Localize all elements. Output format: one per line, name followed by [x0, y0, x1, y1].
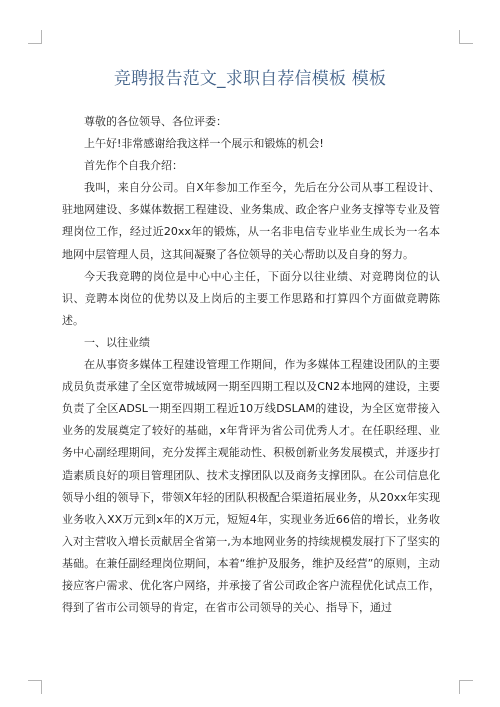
- past-performance-paragraph: 在从事资多媒体工程建设管理工作期间，作为多媒体工程建设团队的主要成员负责承建了全区宽带城域网一期至四期工程以及CN2本地网的建设，主要负责了全区ADSL一期至四期工程近10万线DSLAM的建设，为全区宽带接入业务的发展奠定了较好的基础，x年背评为省公司优秀人才。在任职经理、业务中心副经理期间，充分发挥主观能动性、积极创新业务发展模式，并逐步打造素质良好的项目管理团队、技术支撑团队以及商务支撑团队。在公司信息化领导小组的领导下，带领X年轻的团队积极配合渠道拓展业务，从20xx年实现业务收入XX万元到x年的X万元，短短4年，实现业务近66倍的增长，业务收入对主营收入增长贡献居全省第一,为本地网业务的持续规模发展打下了坚实的基础。在兼任副经理岗位期间，本着“维护及服务，维护及经营”的原则，主动接应客户需求、优化客户网络，并承接了省公司政企客户流程优化试点工作，得到了省市公司领导的肯定，在省市公司领导的关心、指导下，通过: [62, 358, 440, 615]
- intro-lead: 首先作个自我介绍：: [84, 159, 183, 173]
- salutation: 尊敬的各位领导、各位评委：: [84, 115, 227, 128]
- crop-mark-top-left: [28, 30, 42, 44]
- self-introduction: 我叫，来自分公司。自Ⅹ年参加工作至今，先后在分公司从事工程设计、驻地网建设、多媒体数据工程建设、业务集成、政企客户业务支撑等专业及管理岗位工作，经过近20xx年的锻炼，从一名非电信专业毕业生成长为一名本地网中层管理人员，这其间凝聚了各位领导的关心帮助以及自身的努力。: [62, 181, 440, 261]
- crop-mark-bottom-left: [28, 680, 42, 694]
- section-heading-past-performance: 一、以往业绩: [84, 335, 150, 349]
- document-title: 竞聘报告范文_求职自荐信模板 模板: [113, 69, 387, 89]
- document-body: [62, 111, 440, 619]
- position-statement: 今天我竞聘的岗位是中心中心主任，下面分以往业绩、对竞聘岗位的认识、竞聘本岗位的优势以及上岗后的主要工作思路和打算四个方面做竞聘陈述。: [62, 269, 440, 327]
- crop-mark-top-right: [459, 30, 473, 44]
- crop-mark-bottom-right: [459, 680, 473, 694]
- greeting: 上午好!非常感谢给我这样一个展示和锻炼的机会!: [84, 137, 324, 151]
